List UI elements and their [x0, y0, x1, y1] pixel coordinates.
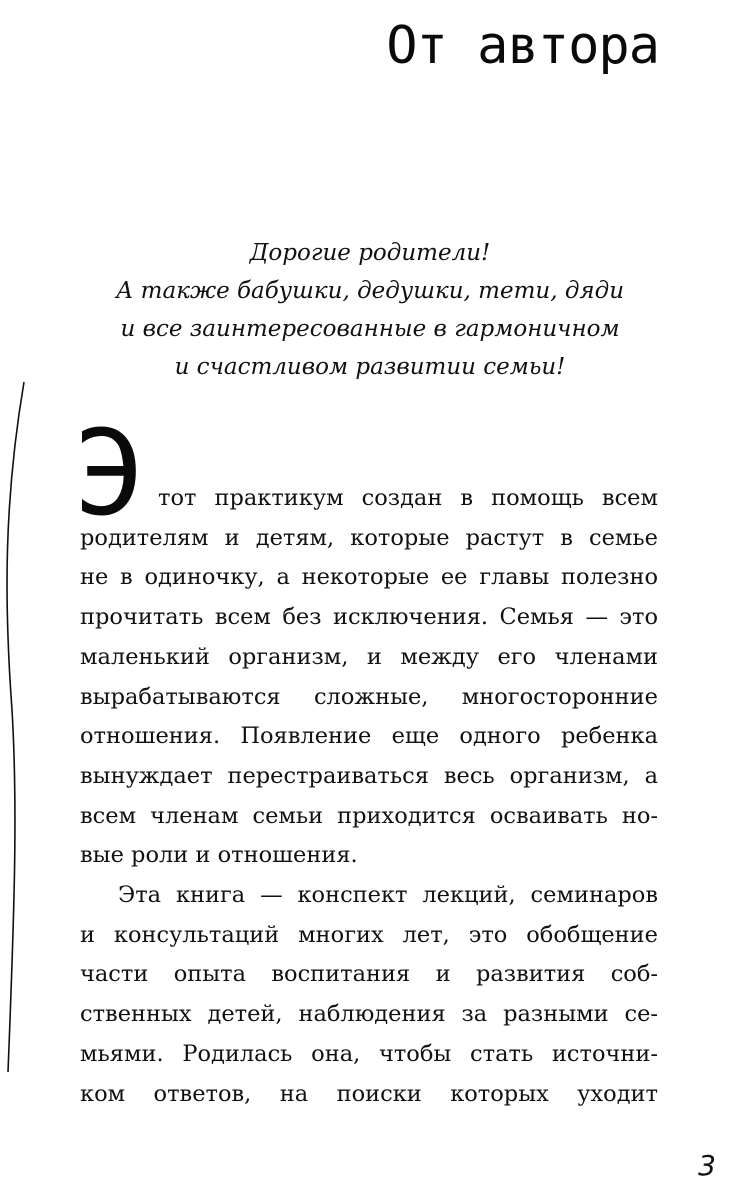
text-line: не в одиночку, а некоторые ее главы полезно [80, 564, 658, 591]
chapter-heading: От автора [386, 16, 659, 76]
epigraph [80, 234, 660, 386]
paragraph-2 [80, 876, 658, 1114]
text-line: Эта книга — конспект лекций, семинаров [118, 882, 658, 908]
epigraph-line: Дорогие родители! [249, 240, 491, 266]
epigraph-line: А также бабушки, дедушки, тети, дяди [115, 278, 625, 304]
curved-line-icon [0, 380, 40, 1080]
epigraph-line: и счастливом развитии семьи! [174, 354, 566, 380]
text-line: вые роли и отношения. [80, 842, 358, 869]
drop-cap: Э [74, 404, 146, 542]
text-line: вырабатываются сложные, многосторонние [80, 683, 658, 710]
text-line: ственных детей, наблюдения за разными се- [80, 1001, 658, 1028]
text-line: родителям и детям, которые растут в семье [80, 524, 658, 551]
text-line: всем членам семьи приходится осваивать но- [80, 802, 658, 829]
text-line: и консультаций многих лет, это обобщение [80, 921, 658, 948]
text-line: мьями. Родилась она, чтобы стать источни- [80, 1040, 658, 1067]
epigraph-line: и все заинтересованные в гармоничном [120, 316, 620, 342]
text-line: вынуждает перестраиваться весь организм, а [80, 762, 658, 789]
text-line: тот практикум создан в помощь всем [158, 485, 658, 511]
text-line: прочитать всем без исключения. Семья — это [80, 604, 658, 631]
paragraph-1 [80, 479, 658, 876]
page-number: 3 [698, 1149, 716, 1182]
text-line: части опыта воспитания и развития соб- [80, 961, 658, 988]
text-line: отношения. Появление еще одного ребенка [80, 723, 658, 750]
text-line: ком ответов, на поиски которых уходит [80, 1080, 658, 1107]
text-line: маленький организм, и между его членами [80, 643, 658, 670]
